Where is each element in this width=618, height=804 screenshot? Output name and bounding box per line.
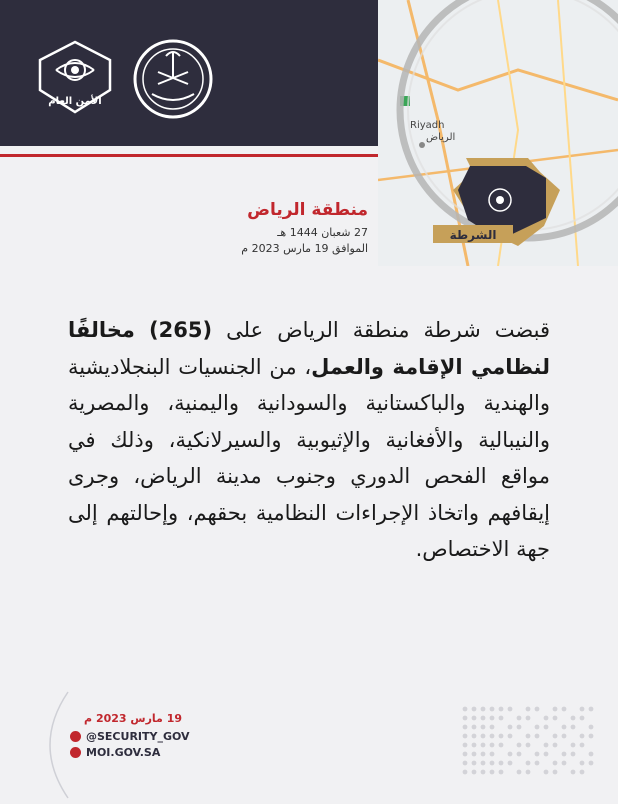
decorative-dot xyxy=(544,725,549,730)
decorative-dot xyxy=(508,761,513,766)
decorative-dot xyxy=(481,707,486,712)
decorative-dot xyxy=(562,707,567,712)
decorative-dot xyxy=(508,707,513,712)
decorative-dot xyxy=(481,770,486,775)
decorative-dot xyxy=(490,707,495,712)
decorative-dot xyxy=(553,770,558,775)
decorative-dot xyxy=(571,752,576,757)
decorative-dot xyxy=(571,716,576,721)
decorative-dot xyxy=(553,761,558,766)
gregorian-date: الموافق 19 مارس 2023 م xyxy=(241,242,368,255)
decorative-dot xyxy=(463,752,468,757)
region-title: منطقة الرياض xyxy=(247,200,368,220)
decorative-dot xyxy=(463,707,468,712)
decorative-dot xyxy=(571,743,576,748)
decorative-dot xyxy=(481,743,486,748)
decorative-dot xyxy=(535,725,540,730)
decorative-dot xyxy=(481,752,486,757)
decorative-dot xyxy=(535,761,540,766)
decorative-dot xyxy=(535,752,540,757)
decorative-dot xyxy=(463,761,468,766)
twitter-link[interactable] xyxy=(60,730,210,743)
decorative-dot xyxy=(463,716,468,721)
body-part3: ، من الجنسيات البنجلاديشية والهندية والباكستانية والسودانية واليمنية، والمصرية والنيبالية والأفغانية والإثيوبية والسيرلانكية، وذلك في مواقع الفحص الدوري وجنوب مدينة الرياض، وجرى إيقافهم واتخاذ الإجراءات النظامية بحقهم، وإحالتهم إلى جهة الاختصاص. xyxy=(68,354,550,561)
website-url: MOI.GOV.SA xyxy=(86,746,161,759)
map-badge-label: الشرطة xyxy=(449,228,497,242)
decorative-dot xyxy=(580,743,585,748)
decorative-dot xyxy=(508,734,513,739)
hijri-date: 27 شعبان 1444 هـ xyxy=(277,226,368,239)
decorative-dot xyxy=(499,707,504,712)
decorative-dot xyxy=(517,770,522,775)
decorative-dot xyxy=(589,752,594,757)
decorative-dot xyxy=(472,725,477,730)
website-link[interactable] xyxy=(60,746,210,759)
body-part2 xyxy=(135,318,149,342)
decorative-dot xyxy=(562,752,567,757)
decorative-dot xyxy=(589,761,594,766)
ministry-emblem-logo xyxy=(132,38,214,120)
globe-icon xyxy=(70,747,81,758)
decorative-dot xyxy=(517,716,522,721)
decorative-dot xyxy=(553,716,558,721)
decorative-dot xyxy=(490,761,495,766)
decorative-dot xyxy=(517,743,522,748)
decorative-dot xyxy=(535,707,540,712)
decorative-dot xyxy=(490,734,495,739)
decorative-dot xyxy=(553,707,558,712)
decorative-dot xyxy=(562,725,567,730)
decorative-dot xyxy=(508,725,513,730)
decorative-dot xyxy=(490,770,495,775)
decorative-dot xyxy=(481,761,486,766)
decorative-dot xyxy=(571,725,576,730)
twitter-handle: @SECURITY_GOV xyxy=(86,730,190,743)
decorative-dot xyxy=(463,770,468,775)
public-security-logo-text: الأمن العام xyxy=(48,96,102,107)
decorative-dot xyxy=(580,707,585,712)
decorative-dot xyxy=(508,752,513,757)
decorative-dot xyxy=(589,734,594,739)
header-info xyxy=(241,200,368,258)
decorative-dot xyxy=(472,716,477,721)
decorative-dot xyxy=(472,734,477,739)
decorative-dot xyxy=(544,743,549,748)
decorative-dot xyxy=(580,734,585,739)
decorative-dot xyxy=(535,734,540,739)
decorative-dot xyxy=(544,770,549,775)
decorative-dot xyxy=(544,716,549,721)
decorative-dot xyxy=(544,752,549,757)
decorative-dot xyxy=(490,716,495,721)
decorative-dots xyxy=(460,704,600,780)
decorative-dot xyxy=(499,734,504,739)
decorative-dot xyxy=(562,734,567,739)
body-part1: قبضت شرطة منطقة الرياض على xyxy=(212,318,550,342)
decorative-dot xyxy=(463,743,468,748)
violator-count: (265) xyxy=(149,318,213,342)
decorative-dot xyxy=(526,716,531,721)
decorative-dot xyxy=(499,716,504,721)
decorative-dot xyxy=(490,725,495,730)
decorative-dot xyxy=(526,743,531,748)
decorative-dot xyxy=(589,725,594,730)
decorative-dot xyxy=(580,770,585,775)
decorative-dot xyxy=(571,770,576,775)
decorative-dot xyxy=(517,752,522,757)
decorative-dot xyxy=(472,743,477,748)
decorative-dot xyxy=(580,761,585,766)
decorative-dot xyxy=(499,761,504,766)
announcement-body xyxy=(68,312,550,568)
decorative-dot xyxy=(526,770,531,775)
decorative-dot xyxy=(463,734,468,739)
decorative-dot xyxy=(472,770,477,775)
map-city-en: Riyadh xyxy=(410,120,445,131)
decorative-dot xyxy=(580,716,585,721)
map-city-ar: الرياض xyxy=(426,132,456,143)
decorative-dot xyxy=(526,734,531,739)
decorative-dot xyxy=(472,707,477,712)
decorative-dot xyxy=(562,761,567,766)
decorative-dot xyxy=(553,743,558,748)
decorative-dot xyxy=(490,743,495,748)
decorative-dot xyxy=(481,734,486,739)
decorative-dot xyxy=(589,707,594,712)
decorative-dot xyxy=(472,761,477,766)
riyadh-map-image xyxy=(378,0,618,266)
twitter-icon xyxy=(70,731,81,742)
decorative-dot xyxy=(499,770,504,775)
decorative-dot xyxy=(481,716,486,721)
footer-date: 19 مارس 2023 م xyxy=(84,712,182,725)
decorative-dot xyxy=(481,725,486,730)
public-security-logo xyxy=(30,38,120,118)
violation-phrase: مخالفًا لنظامي الإقامة والعمل xyxy=(68,318,550,379)
decorative-dot xyxy=(517,725,522,730)
footer-info xyxy=(60,712,210,762)
decorative-dot xyxy=(499,743,504,748)
decorative-dot xyxy=(526,707,531,712)
decorative-dot xyxy=(472,752,477,757)
decorative-dot xyxy=(526,761,531,766)
decorative-dot xyxy=(553,734,558,739)
decorative-dot xyxy=(490,752,495,757)
decorative-dot xyxy=(463,725,468,730)
